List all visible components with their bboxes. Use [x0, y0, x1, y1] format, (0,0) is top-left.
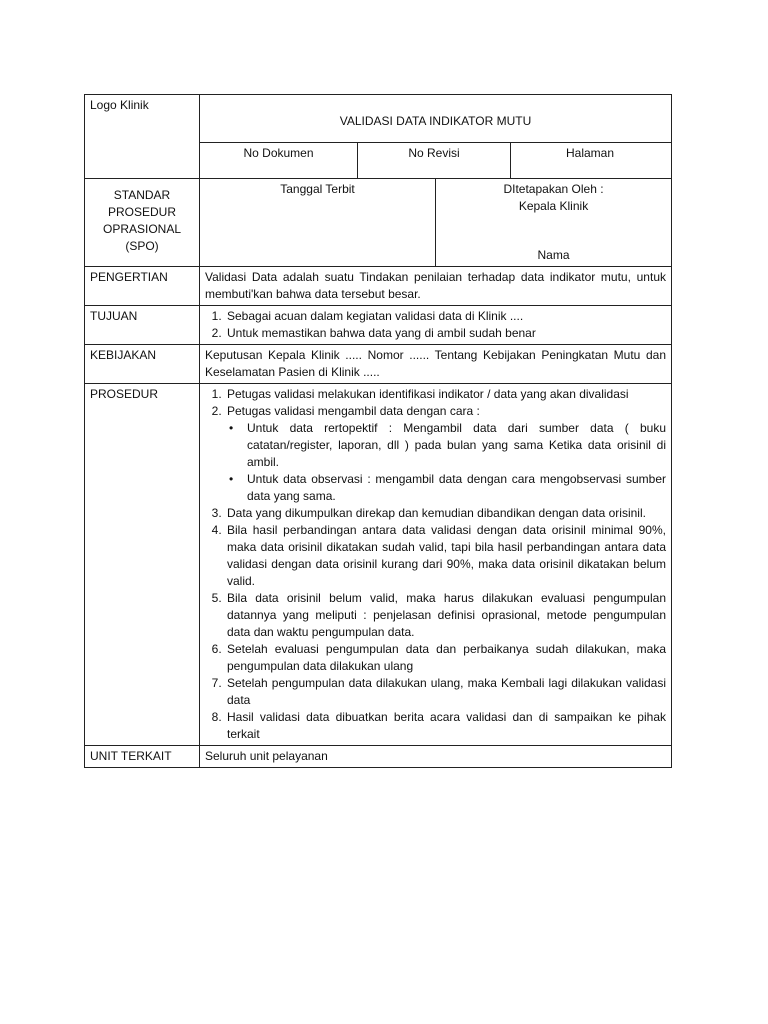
list-item: 1. Sebagai acuan dalam kegiatan validasi data di Klinik ....: [225, 308, 666, 325]
header-row: [85, 95, 672, 143]
logo-text: Logo Klinik: [90, 98, 149, 112]
pengertian-label: PENGERTIAN: [85, 267, 200, 306]
unit-terkait-label: UNIT TERKAIT: [85, 746, 200, 768]
prosedur-sublist: [227, 420, 666, 505]
prosedur-list: [205, 386, 666, 743]
no-revisi-label: No Revisi: [358, 143, 511, 178]
ditetapkan-cell: [436, 179, 672, 267]
spo-document: [84, 94, 671, 768]
doc-info-cell: [200, 143, 672, 179]
unit-terkait-text: Seluruh unit pelayanan: [200, 746, 672, 768]
list-item: 3. Data yang dikumpulkan direkap dan kemudian dibandikan dengan data orisinil.: [225, 505, 666, 522]
spo-label-line2: PROSEDUR: [107, 205, 176, 219]
list-item: • Untuk data observasi : mengambil data dengan cara mengobservasi sumber data yang sama.: [245, 471, 666, 505]
prosedur-cell: [200, 384, 672, 746]
list-item: 2. Untuk memastikan bahwa data yang di ambil sudah benar: [225, 325, 666, 342]
tanggal-terbit-label: Tanggal Terbit: [280, 182, 355, 196]
list-item: 8. Hasil validasi data dibuatkan berita acara validasi dan di sampaikan ke pihak terkait: [225, 709, 666, 743]
spo-table: [84, 94, 672, 768]
prosedur-item2-text: Petugas validasi mengambil data dengan cara :: [227, 404, 480, 418]
list-item: 7. Setelah pengumpulan data dilakukan ulang, maka Kembali lagi dilakukan validasi data: [225, 675, 666, 709]
tujuan-row: [85, 306, 672, 345]
spo-label-line3: OPRASIONAL: [102, 222, 182, 236]
kebijakan-label: KEBIJAKAN: [85, 345, 200, 384]
tujuan-cell: [200, 306, 672, 345]
tujuan-list: [205, 308, 666, 342]
tanggal-terbit-cell: [200, 179, 436, 267]
spo-label-line4: (SPO): [125, 239, 159, 253]
kebijakan-text: Keputusan Kepala Klinik ..... Nomor ...... Tentang Kebijakan Peningkatan Mutu dan Keselamatan Pasien di Klinik .....: [200, 345, 672, 384]
tujuan-label: TUJUAN: [85, 306, 200, 345]
spo-label-cell: [85, 179, 200, 267]
list-item: 4. Bila hasil perbandingan antara data validasi dengan data orisinil minimal 90%, maka data orisinil dikatakan sudah valid, tapi bila hasil perbandingan antara data validasi dengan data orisinil kurang dari 90%, maka data orisinil dikatakan belum valid.: [225, 522, 666, 590]
nama-label: Nama: [537, 248, 570, 262]
list-item: • Untuk data rertopektif : Mengambil data dari sumber data ( buku catatan/register, laporan, dll ) pada bulan yang sama Ketika data orisinil di ambil.: [245, 420, 666, 471]
spo-row: [85, 179, 672, 267]
prosedur-row: [85, 384, 672, 746]
pengertian-row: [85, 267, 672, 306]
spo-label-line1: STANDAR: [113, 188, 171, 202]
kebijakan-row: [85, 345, 672, 384]
unit-terkait-row: [85, 746, 672, 768]
list-item: [225, 403, 666, 505]
halaman-label: Halaman: [565, 146, 615, 160]
no-dokumen-label: No Dokumen: [200, 143, 358, 178]
list-item: 6. Setelah evaluasi pengumpulan data dan perbaikanya sudah dilakukan, maka pengumpulan data dilakukan ulang: [225, 641, 666, 675]
document-title: VALIDASI DATA INDIKATOR MUTU: [339, 114, 532, 128]
prosedur-label: PROSEDUR: [85, 384, 200, 746]
kepala-klinik-label: Kepala Klinik: [518, 199, 589, 213]
list-item: 1. Petugas validasi melakukan identifikasi indikator / data yang akan divalidasi: [225, 386, 666, 403]
list-item: 5. Bila data orisinil belum valid, maka harus dilakukan evaluasi pengumpulan datannya yang meliputi : penjelasan definisi oprasional, metode pengumpulan data dan waktu pengumpulan data.: [225, 590, 666, 641]
logo-cell: [85, 95, 200, 179]
pengertian-text: Validasi Data adalah suatu Tindakan penilaian terhadap data indikator mutu, untuk membuti'kan bahwa data tersebut besar.: [200, 267, 672, 306]
document-title-cell: [200, 95, 672, 143]
ditetapkan-label: DItetapakan Oleh :: [503, 182, 604, 196]
